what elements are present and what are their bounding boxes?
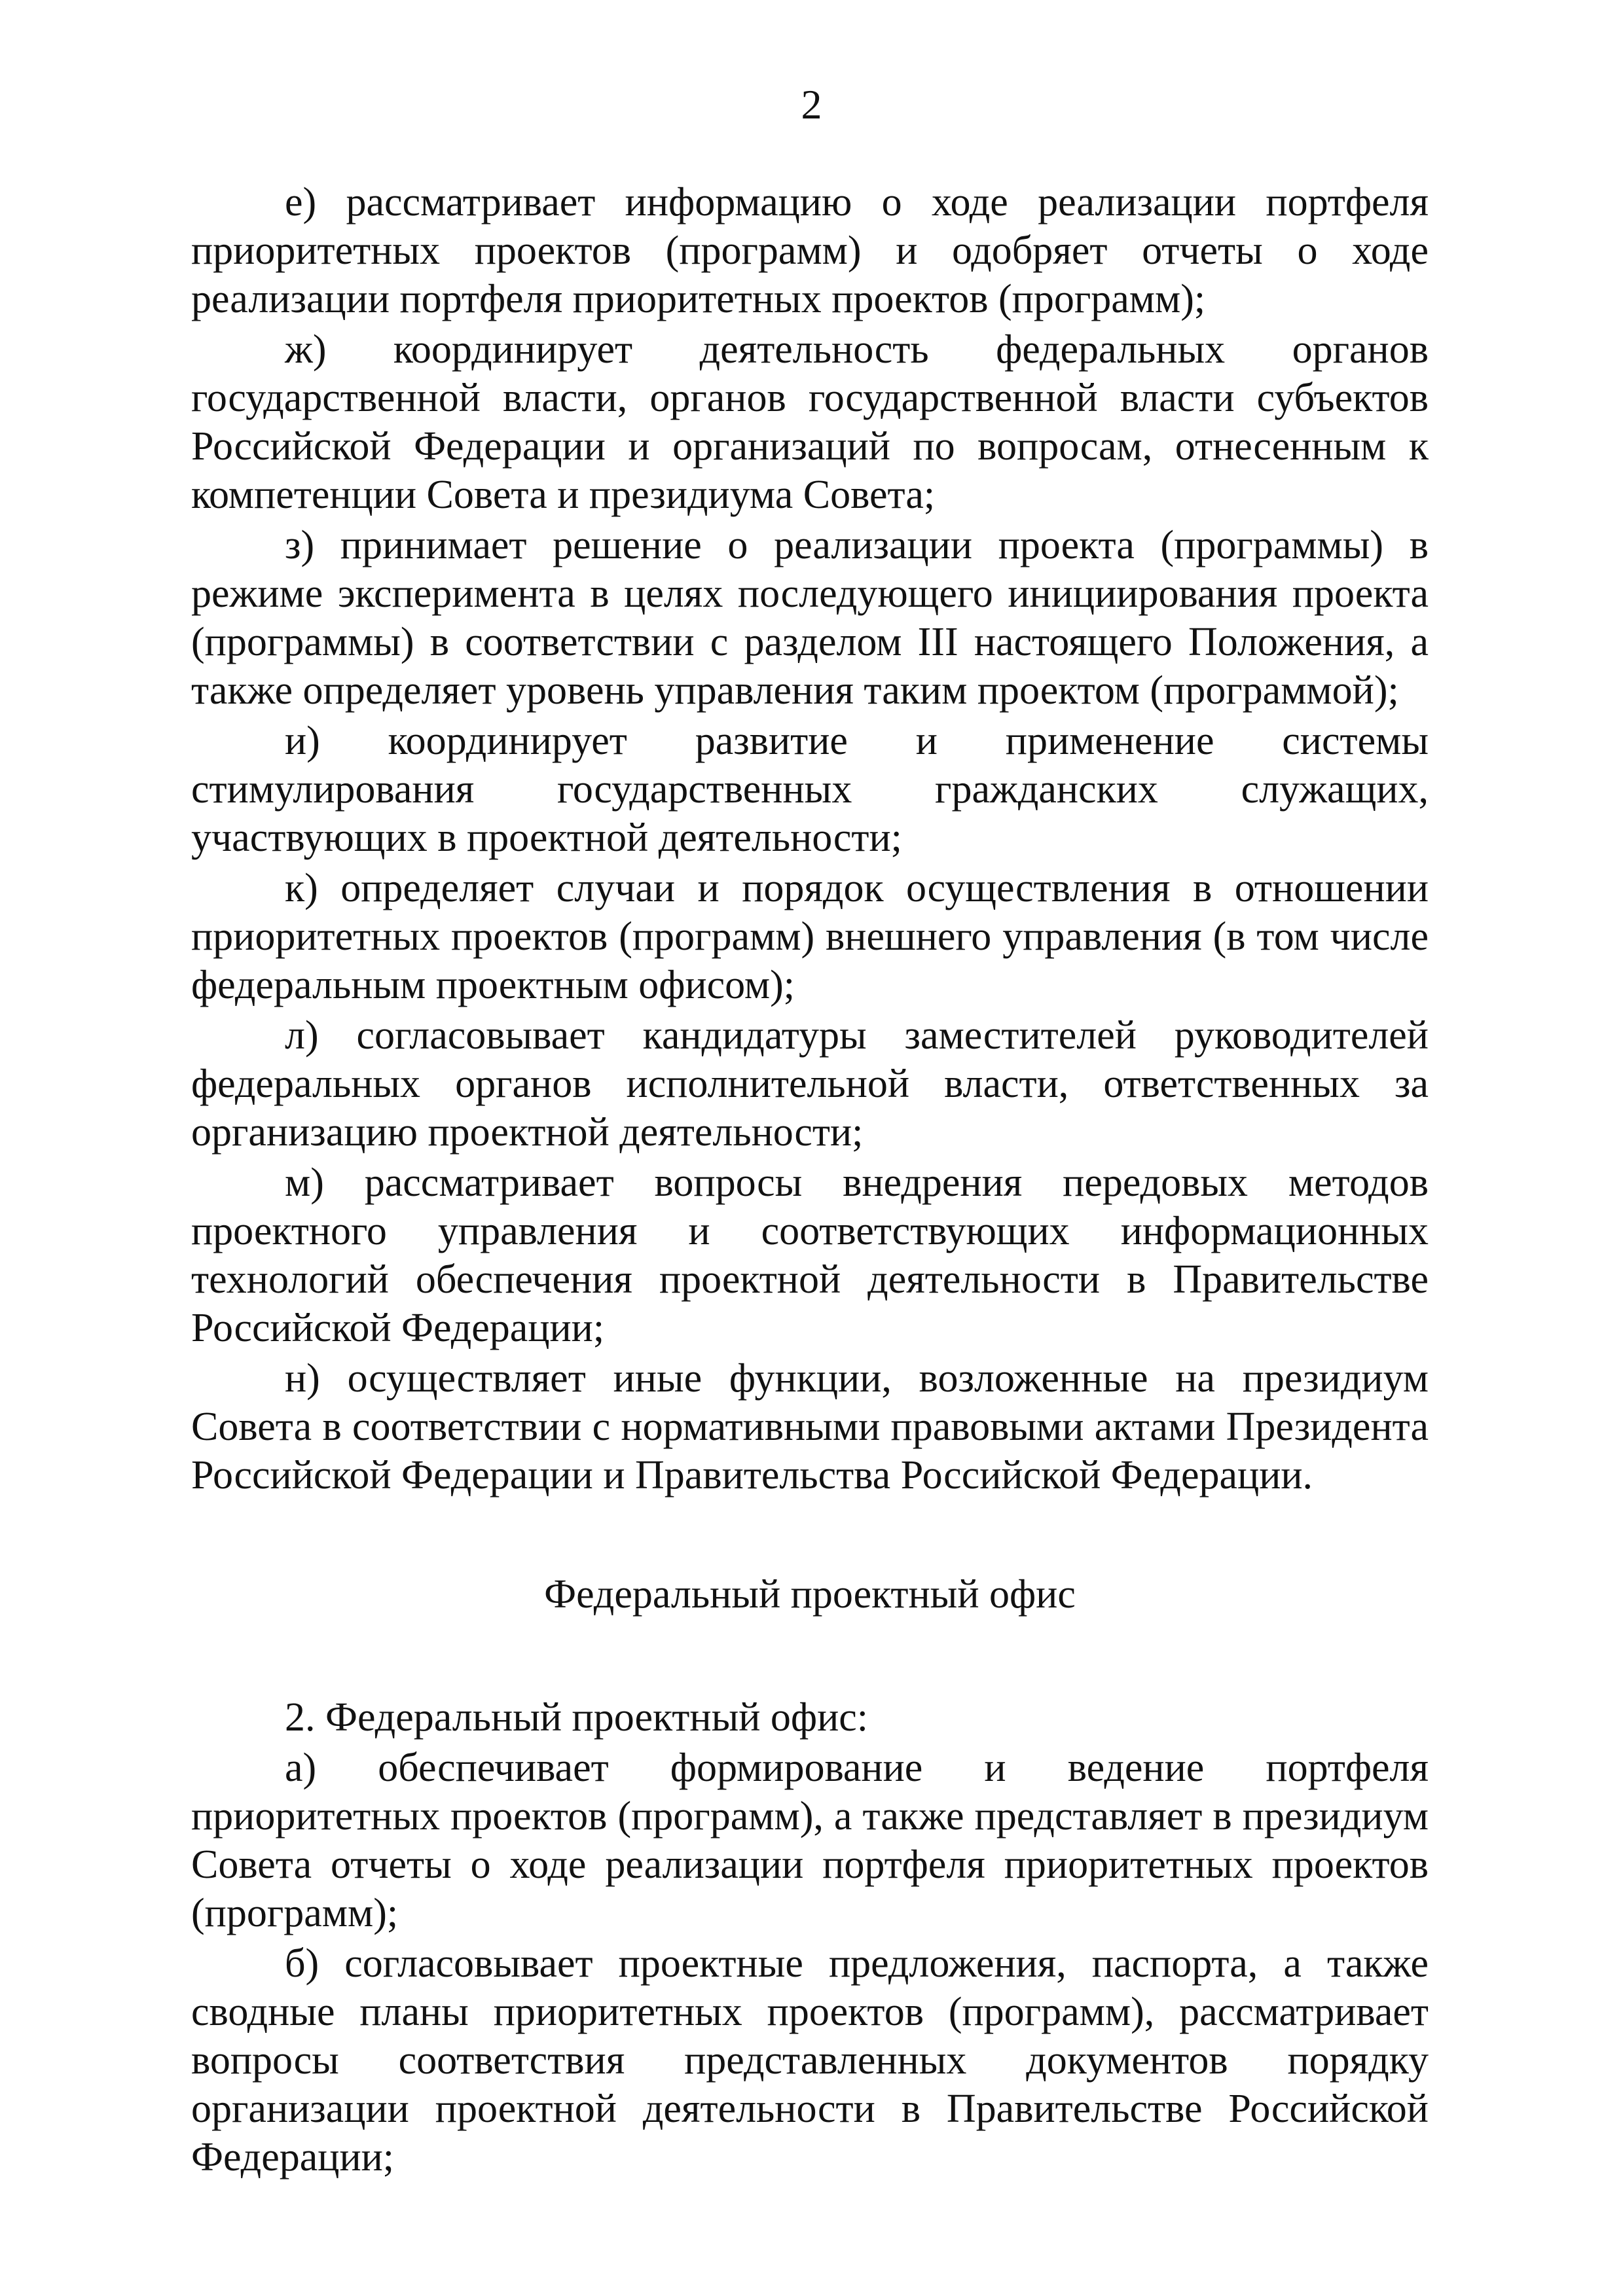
paragraph-z: з) принимает решение о реализации проекта (программы) в режиме эксперимента в целях последующего инициирования проекта (программы) в соответствии с разделом III настоящего Положения, а также определяет уровень управления таким проектом (программой);: [191, 523, 1429, 713]
document-body: [191, 178, 1429, 2183]
paragraph-n: н) осуществляет иные функции, возложенные на президиум Совета в соответствии с нормативными правовыми актами Президента Российской Федерации и Правительства Российской Федерации.: [191, 1356, 1429, 1498]
paragraph-k: к) определяет случаи и порядок осуществления в отношении приоритетных проектов (программ) внешнего управления (в том числе федеральным проектным офисом);: [191, 866, 1429, 1007]
paragraph-a: а) обеспечивает формирование и ведение портфеля приоритетных проектов (программ), а также представляет в президиум Совета отчеты о ходе реализации портфеля приоритетных проектов (программ);: [191, 1746, 1429, 1935]
section-heading: Федеральный проектный офис: [544, 1572, 1076, 1617]
paragraph-2: 2. Федеральный проектный офис:: [285, 1695, 869, 1740]
paragraph-b: б) согласовывает проектные предложения, паспорта, а также сводные планы приоритетных проектов (программ), рассматривает вопросы соответствия представленных документов порядку организации проектной деятельности в Правительстве Российской Федерации;: [191, 1941, 1429, 2179]
paragraph-e: е) рассматривает информацию о ходе реализации портфеля приоритетных проектов (программ) и одобряет отчеты о ходе реализации портфеля приоритетных проектов (программ);: [191, 180, 1429, 321]
paragraph-m: м) рассматривает вопросы внедрения передовых методов проектного управления и соответствующих информационных технологий обеспечения проектной деятельности в Правительстве Российской Федерации;: [191, 1160, 1429, 1350]
paragraph-zh: ж) координирует деятельность федеральных органов государственной власти, органов государственной власти субъектов Российской Федерации и организаций по вопросам, отнесенным к компетенции Совета и президиума Совета;: [191, 327, 1429, 517]
paragraph-i: и) координирует развитие и применение системы стимулирования государственных гражданских служащих, участвующих в проектной деятельности;: [191, 719, 1429, 860]
page-number: 2: [801, 81, 822, 128]
paragraph-l: л) согласовывает кандидатуры заместителей руководителей федеральных органов исполнительной власти, ответственных за организацию проектной деятельности;: [191, 1013, 1429, 1155]
